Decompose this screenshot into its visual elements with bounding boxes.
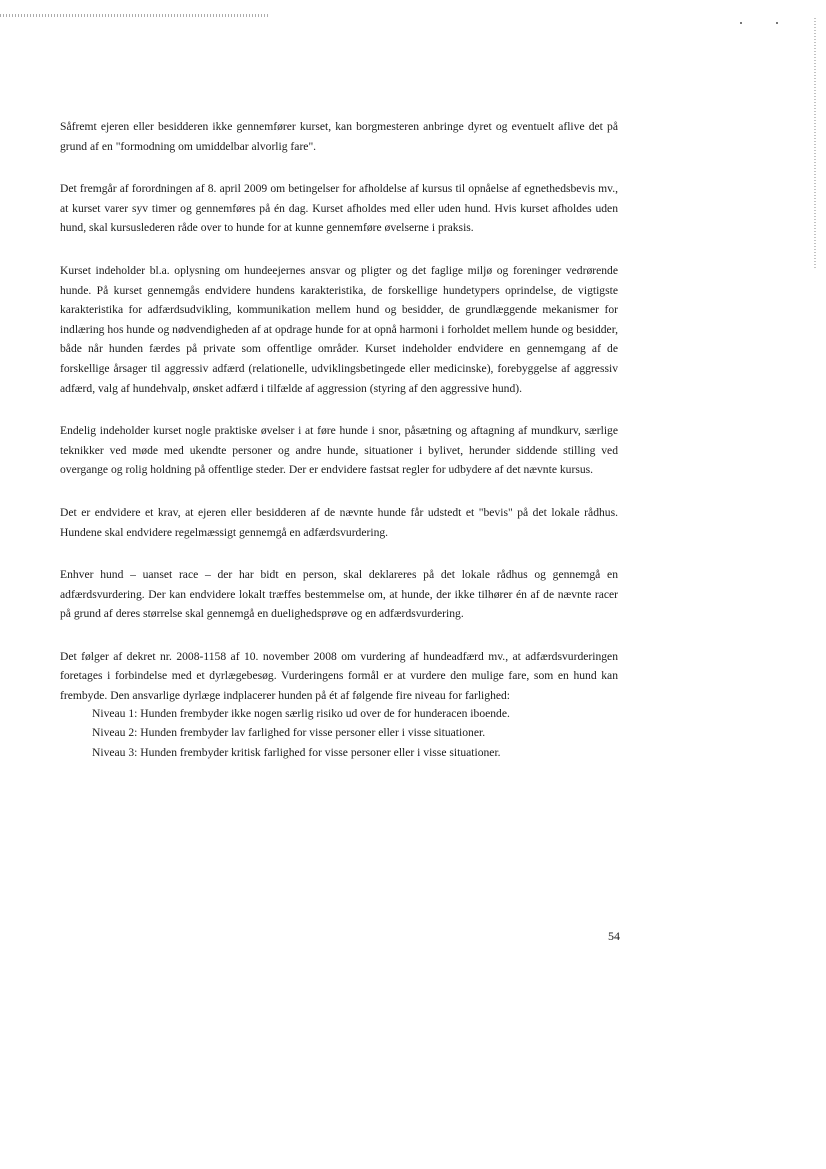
danger-level-item: Niveau 2: Hunden frembyder lav farlighed for visse personer eller i visse situationer.: [92, 726, 486, 740]
scan-artifact-right: [814, 18, 816, 268]
scan-speck: [740, 22, 742, 24]
paragraph-biting-dogs: Enhver hund – uanset race – der har bidt en person, skal deklareres på det lokale rådhus og gennemgå en adfærdsvurdering. Der kan endvidere lokalt træffes bestemmelse om, at hunde, der ikke tilhører én af de nævnte racer på grund af deres størrelse skal gennemgå en duelighedsprøve og en adfærdsvurdering.: [60, 568, 618, 621]
danger-level-item: Niveau 1: Hunden frembyder ikke nogen særlig risiko ud over de for hunderacen iboende.: [92, 706, 510, 720]
document-page: [60, 117, 618, 762]
scan-speck: [776, 22, 778, 24]
paragraph-course-noncompletion: Såfremt ejeren eller besidderen ikke gennemfører kurset, kan borgmesteren anbringe dyret og eventuelt aflive det på grund af en "formodning om umiddelbar alvorlig fare".: [60, 120, 618, 153]
paragraph-course-conditions: Det fremgår af forordningen af 8. april 2009 om betingelser for afholdelse af kursus til opnåelse af egnethedsbevis mv., at kurset varer syv timer og gennemføres på én dag. Kurset afholdes med eller uden hund. Hvis kurset afholdes uden hund, skal kursuslederen råde over to hunde for at kunne gennemføre øvelserne i praksis.: [60, 182, 618, 235]
paragraph-behaviour-assessment: Det følger af dekret nr. 2008-1158 af 10. november 2008 om vurdering af hundeadfærd mv., at adfærdsvurderingen foretages i forbindelse med et dyrlægebesøg. Vurderingens formål er at vurdere den mulige fare, som en hund kan frembyde. Den ansvarlige dyrlæge indplacerer hunden på ét af følgende fire niveau for farlighed:: [60, 649, 618, 703]
paragraph-course-content: Kurset indeholder bl.a. oplysning om hundeejernes ansvar og pligter og det faglige miljø og foreninger vedrørende hunde. På kurset gennemgås endvidere hundens karakteristika, de forskellige hundetypers oprindelse, de vigtigste karakteristika for adfærdsudvikling, kommunikation mellem hund og besidder, de grundlæggende mekanismer for indlæring hos hunde og nødvendigheden af at opdrage hunde for at opnå harmoni i forholdet mellem hunde og besidder, både når hunden færdes på private som offentlige områder. Kurset indeholder endvidere en gennemgang af de forskellige årsager til aggressiv adfærd (relationelle, udviklingsbetingede eller medicinske), forebyggelse af aggressiv adfærd, valg af hundehvalp, ønsket adfærd i tilfælde af aggression (styring af den aggressive hund).: [60, 263, 618, 395]
paragraph-certificate-requirement: Det er endvidere et krav, at ejeren eller besidderen af de nævnte hunde får udstedt et "bevis" på det lokale rådhus. Hundene skal endvidere regelmæssigt gennemgå en adfærdsvurdering.: [60, 505, 618, 539]
danger-level-item: Niveau 3: Hunden frembyder kritisk farlighed for visse personer eller i visse situationer.: [92, 745, 501, 759]
scan-artifact-top: [0, 14, 270, 17]
page-number: 54: [608, 929, 620, 943]
paragraph-practical-exercises: Endelig indeholder kurset nogle praktiske øvelser i at føre hunde i snor, påsætning og aftagning af mundkurv, særlige teknikker ved møde med ukendte personer og andre hunde, situationer i bylivet, herunder siddende stilling ved overgange og rolig holdning på offentlige steder. Der er endvidere fastsat regler for udbydere af det nævnte kursus.: [60, 424, 618, 477]
danger-level-list: [92, 704, 618, 763]
